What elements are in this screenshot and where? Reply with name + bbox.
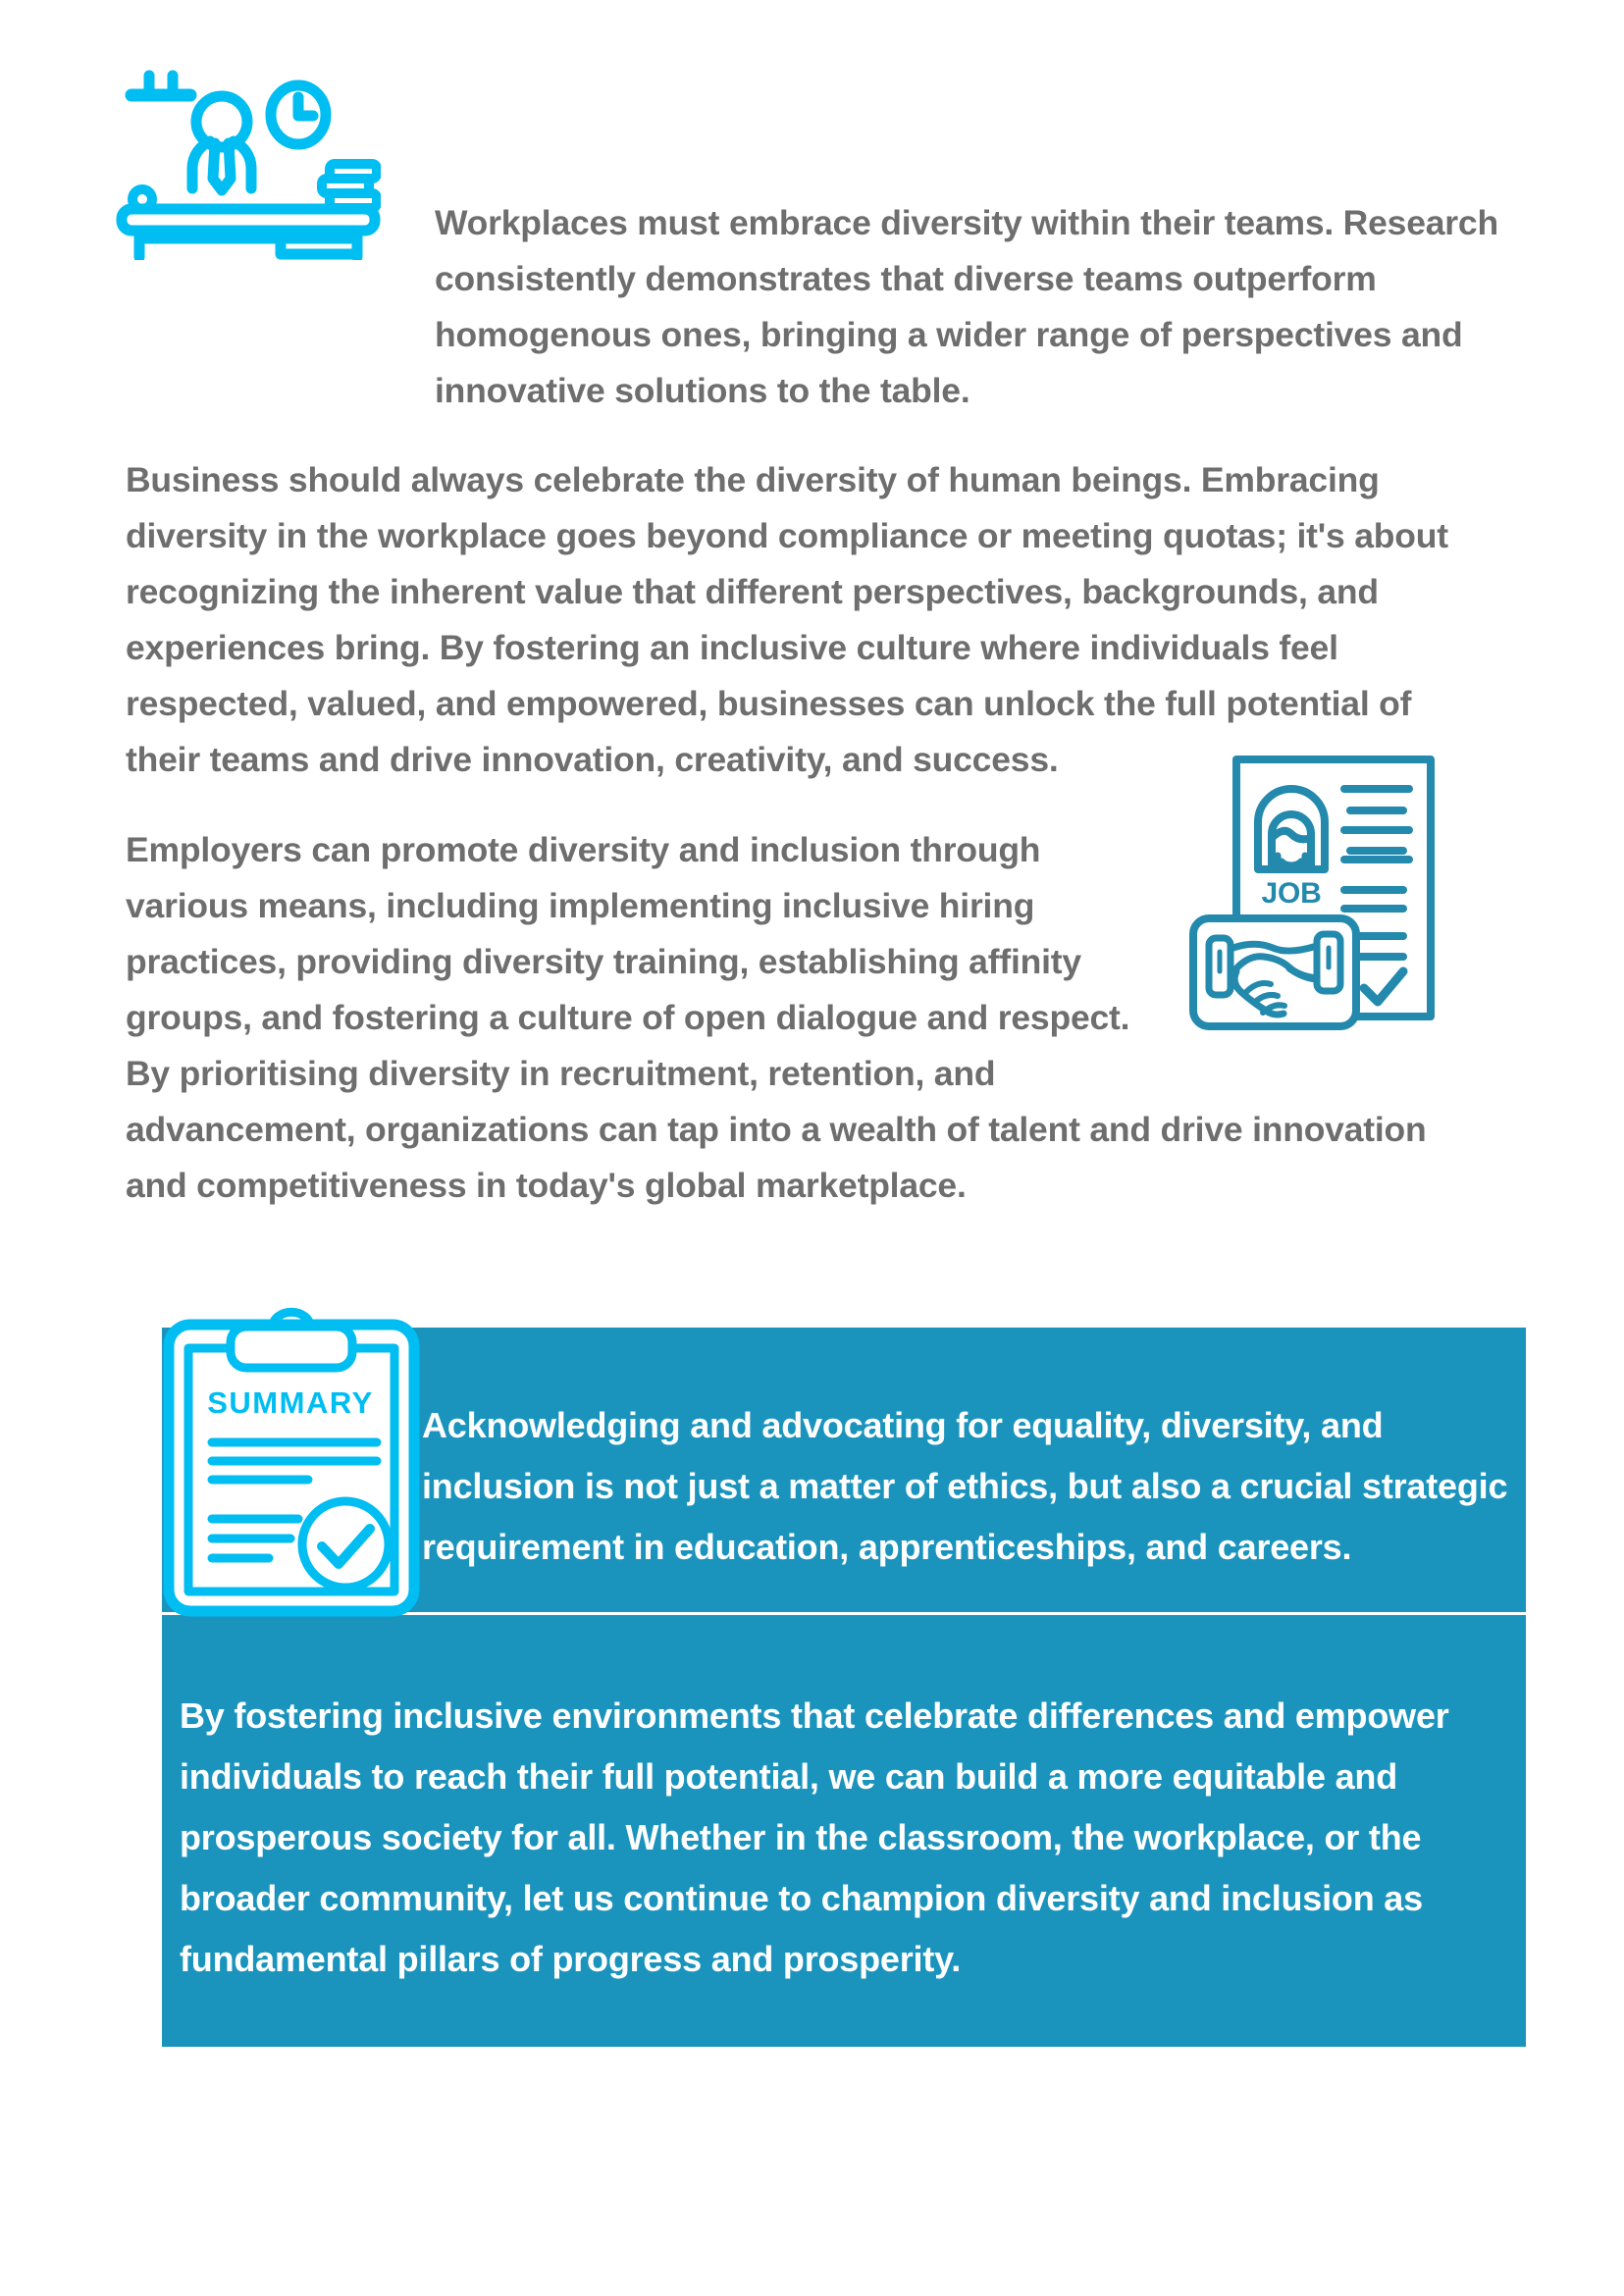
check-circle-icon [302,1501,389,1588]
intro-block [0,0,1624,410]
paragraph-employers-promote: Employers can promote diversity and inclusion through various means, including implementing inclusive hiring practices, providing diversity training, establishing affinity groups, and fostering a culture of open dialogue and respect. By prioritising diversity in recruitment, retention, and advancement, organizations can tap into a wealth of talent and drive innovation and competitiveness in today's global marketplace. [126,830,1427,1205]
paragraph-celebrate-diversity: Business should always celebrate the diversity of human beings. Embracing diversity in the workplace goes beyond compliance or meeting quotas; it's about recognizing the inherent value that different perspectives, backgrounds, and experiences bring. By fostering an inclusive culture where individuals feel respected, valued, and empowered, businesses can unlock the full potential of their teams and drive innovation, creativity, and success. [126,459,1448,779]
summary-clipboard-icon-svg [159,1305,434,1624]
job-label: JOB [1261,877,1322,910]
office-desk-worker-icon-svg [116,69,381,260]
job-application-handshake-icon-svg [1185,754,1490,1048]
intro-paragraph: Workplaces must embrace diversity within their teams. Research consistently demonstrates that diverse teams outperform homogenous ones, bringing a wider range of perspectives and innovative solutions to the table. [435,202,1498,410]
office-desk-worker-icon [116,69,381,260]
summary-section [0,1305,1624,2080]
job-application-handshake-icon [1185,754,1490,1048]
summary-text-top: Acknowledging and advocating for equality, diversity, and inclusion is not just a matter of ethics, but also a crucial strategic requirement in education, apprenticeships, and careers. [422,1405,1508,1567]
summary-clipboard-icon [159,1305,434,1624]
paragraph-employers-promote-block [126,822,1490,1214]
summary-text-bottom: By fostering inclusive environments that celebrate differences and empower individuals to reach their full potential, we can build a more equitable and prosperous society for all. Whether in the classroom, the workplace, or the broader community, let us continue to champion diversity and inclusion as fundamental pillars of progress and prosperity. [180,1696,1449,1979]
clipboard-title: SUMMARY [207,1385,374,1420]
